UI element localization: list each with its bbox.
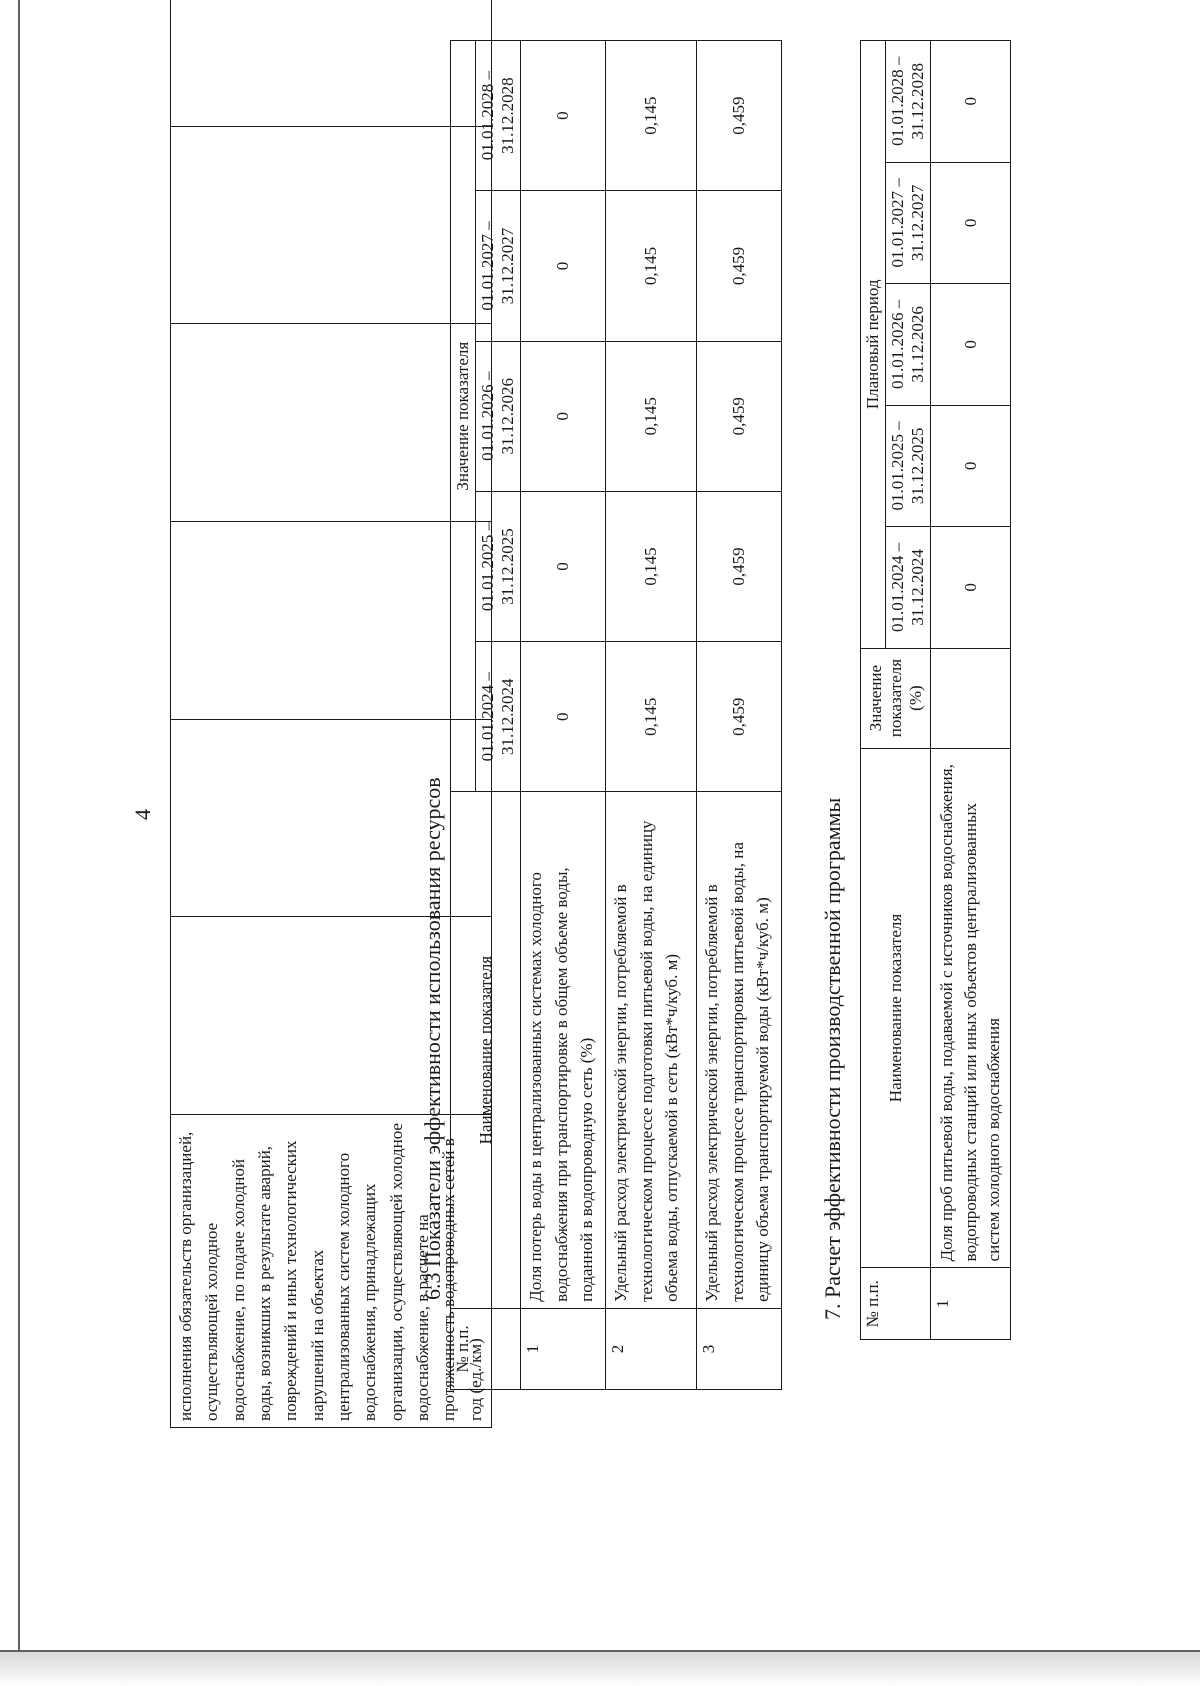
row-value: 0,145 <box>606 191 697 341</box>
period-header: 01.01.2028 – 31.12.2028 <box>476 41 521 191</box>
scan-shadow <box>0 1652 1200 1686</box>
period-header: 01.01.2026 – 31.12.2026 <box>476 341 521 491</box>
period-header: 01.01.2026 – 31.12.2026 <box>886 284 931 406</box>
row-value: 0,145 <box>606 642 697 792</box>
col-value-header: Значение показателя (%) <box>861 648 931 748</box>
period-header: 01.01.2027 – 31.12.2027 <box>476 191 521 341</box>
row-value: 0,145 <box>606 341 697 491</box>
row-name: Доля проб питьевой воды, подаваемой с источников водоснабжения, водопроводных станций или иных объектов централизованных систем холодного водоснабжения <box>931 748 1011 1268</box>
period-header: 01.01.2024 – 31.12.2024 <box>476 642 521 792</box>
empty-cell <box>171 0 492 126</box>
row-value: 0,459 <box>697 191 782 341</box>
row-value: 0 <box>521 191 606 341</box>
continuation-text: исполнения обязательств организацией, осуществляющей холодное водоснабжение, по подаче холодной воды, возникших в результате аварий, повреждений и иных технологических нарушений на объектах централизованных систем холодного водоснабжения, принадлежащих организации, осуществляющей холодное водоснабжение, в расчете на протяженность водопроводных сетей в год (ед./км) <box>171 1115 492 1428</box>
row-value: 0,459 <box>697 491 782 641</box>
col-no-header: № п.п. <box>861 1268 931 1340</box>
row-name: Удельный расход электрической энергии, потребляемой в технологическом процессе подготовки питьевой воды, на единицу объема воды, отпускаемой в сеть (кВт*ч/куб. м) <box>606 792 697 1308</box>
row-no: 2 <box>606 1308 697 1389</box>
row-name: Удельный расход электрической энергии, потребляемой в технологическом процессе транспортировки питьевой воды, на единицу объема транспортируемой воды (кВт*ч/куб. м) <box>697 792 782 1308</box>
period-header: 01.01.2025 – 31.12.2025 <box>886 405 931 527</box>
group-header: Значение показателя <box>451 41 476 792</box>
section-heading-7: 7. Расчет эффективности производственной программы <box>820 797 845 1320</box>
row-no: 1 <box>931 1268 1011 1340</box>
table-row <box>931 41 1011 1340</box>
row-value-empty <box>931 648 1011 748</box>
period-header: 01.01.2028 – 31.12.2028 <box>886 41 931 163</box>
col-no-header: № п.п. <box>451 1308 521 1389</box>
period-header: 01.01.2025 – 31.12.2025 <box>476 491 521 641</box>
col-name-header: Наименование показателя <box>451 792 521 1308</box>
resource-efficiency-table <box>450 40 782 1390</box>
period-header: 01.01.2027 – 31.12.2027 <box>886 162 931 284</box>
empty-cell <box>171 522 492 720</box>
program-efficiency-table <box>860 40 1011 1340</box>
row-name: Доля потерь воды в централизованных системах холодного водоснабжения при транспортировке в общем объеме воды, поданной в водопроводную сеть (%) <box>521 792 606 1308</box>
row-value: 0 <box>931 162 1011 284</box>
row-value: 0,459 <box>697 341 782 491</box>
period-header: 01.01.2024 – 31.12.2024 <box>886 527 931 649</box>
row-value: 0 <box>931 527 1011 649</box>
table-row <box>697 41 782 1390</box>
row-value: 0,145 <box>606 491 697 641</box>
row-no: 1 <box>521 1308 606 1389</box>
row-value: 0,145 <box>606 41 697 191</box>
row-value: 0,459 <box>697 642 782 792</box>
row-value: 0 <box>931 405 1011 527</box>
col-name-header: Наименование показателя <box>861 748 931 1268</box>
row-value: 0 <box>931 284 1011 406</box>
empty-cell <box>171 324 492 522</box>
row-value: 0 <box>521 491 606 641</box>
row-value: 0 <box>931 41 1011 163</box>
row-no: 3 <box>697 1308 782 1389</box>
section-heading-6-3: 6.3 Показатели эффективности использования ресурсов <box>420 777 445 1300</box>
row-value: 0 <box>521 642 606 792</box>
empty-cell <box>171 126 492 324</box>
table-row <box>606 41 697 1390</box>
page-number: 4 <box>130 809 155 820</box>
table-row <box>521 41 606 1390</box>
rotated-page <box>20 40 1170 1640</box>
row-value: 0 <box>521 41 606 191</box>
group-header: Плановый период <box>861 41 886 649</box>
row-value: 0 <box>521 341 606 491</box>
row-value: 0,459 <box>697 41 782 191</box>
